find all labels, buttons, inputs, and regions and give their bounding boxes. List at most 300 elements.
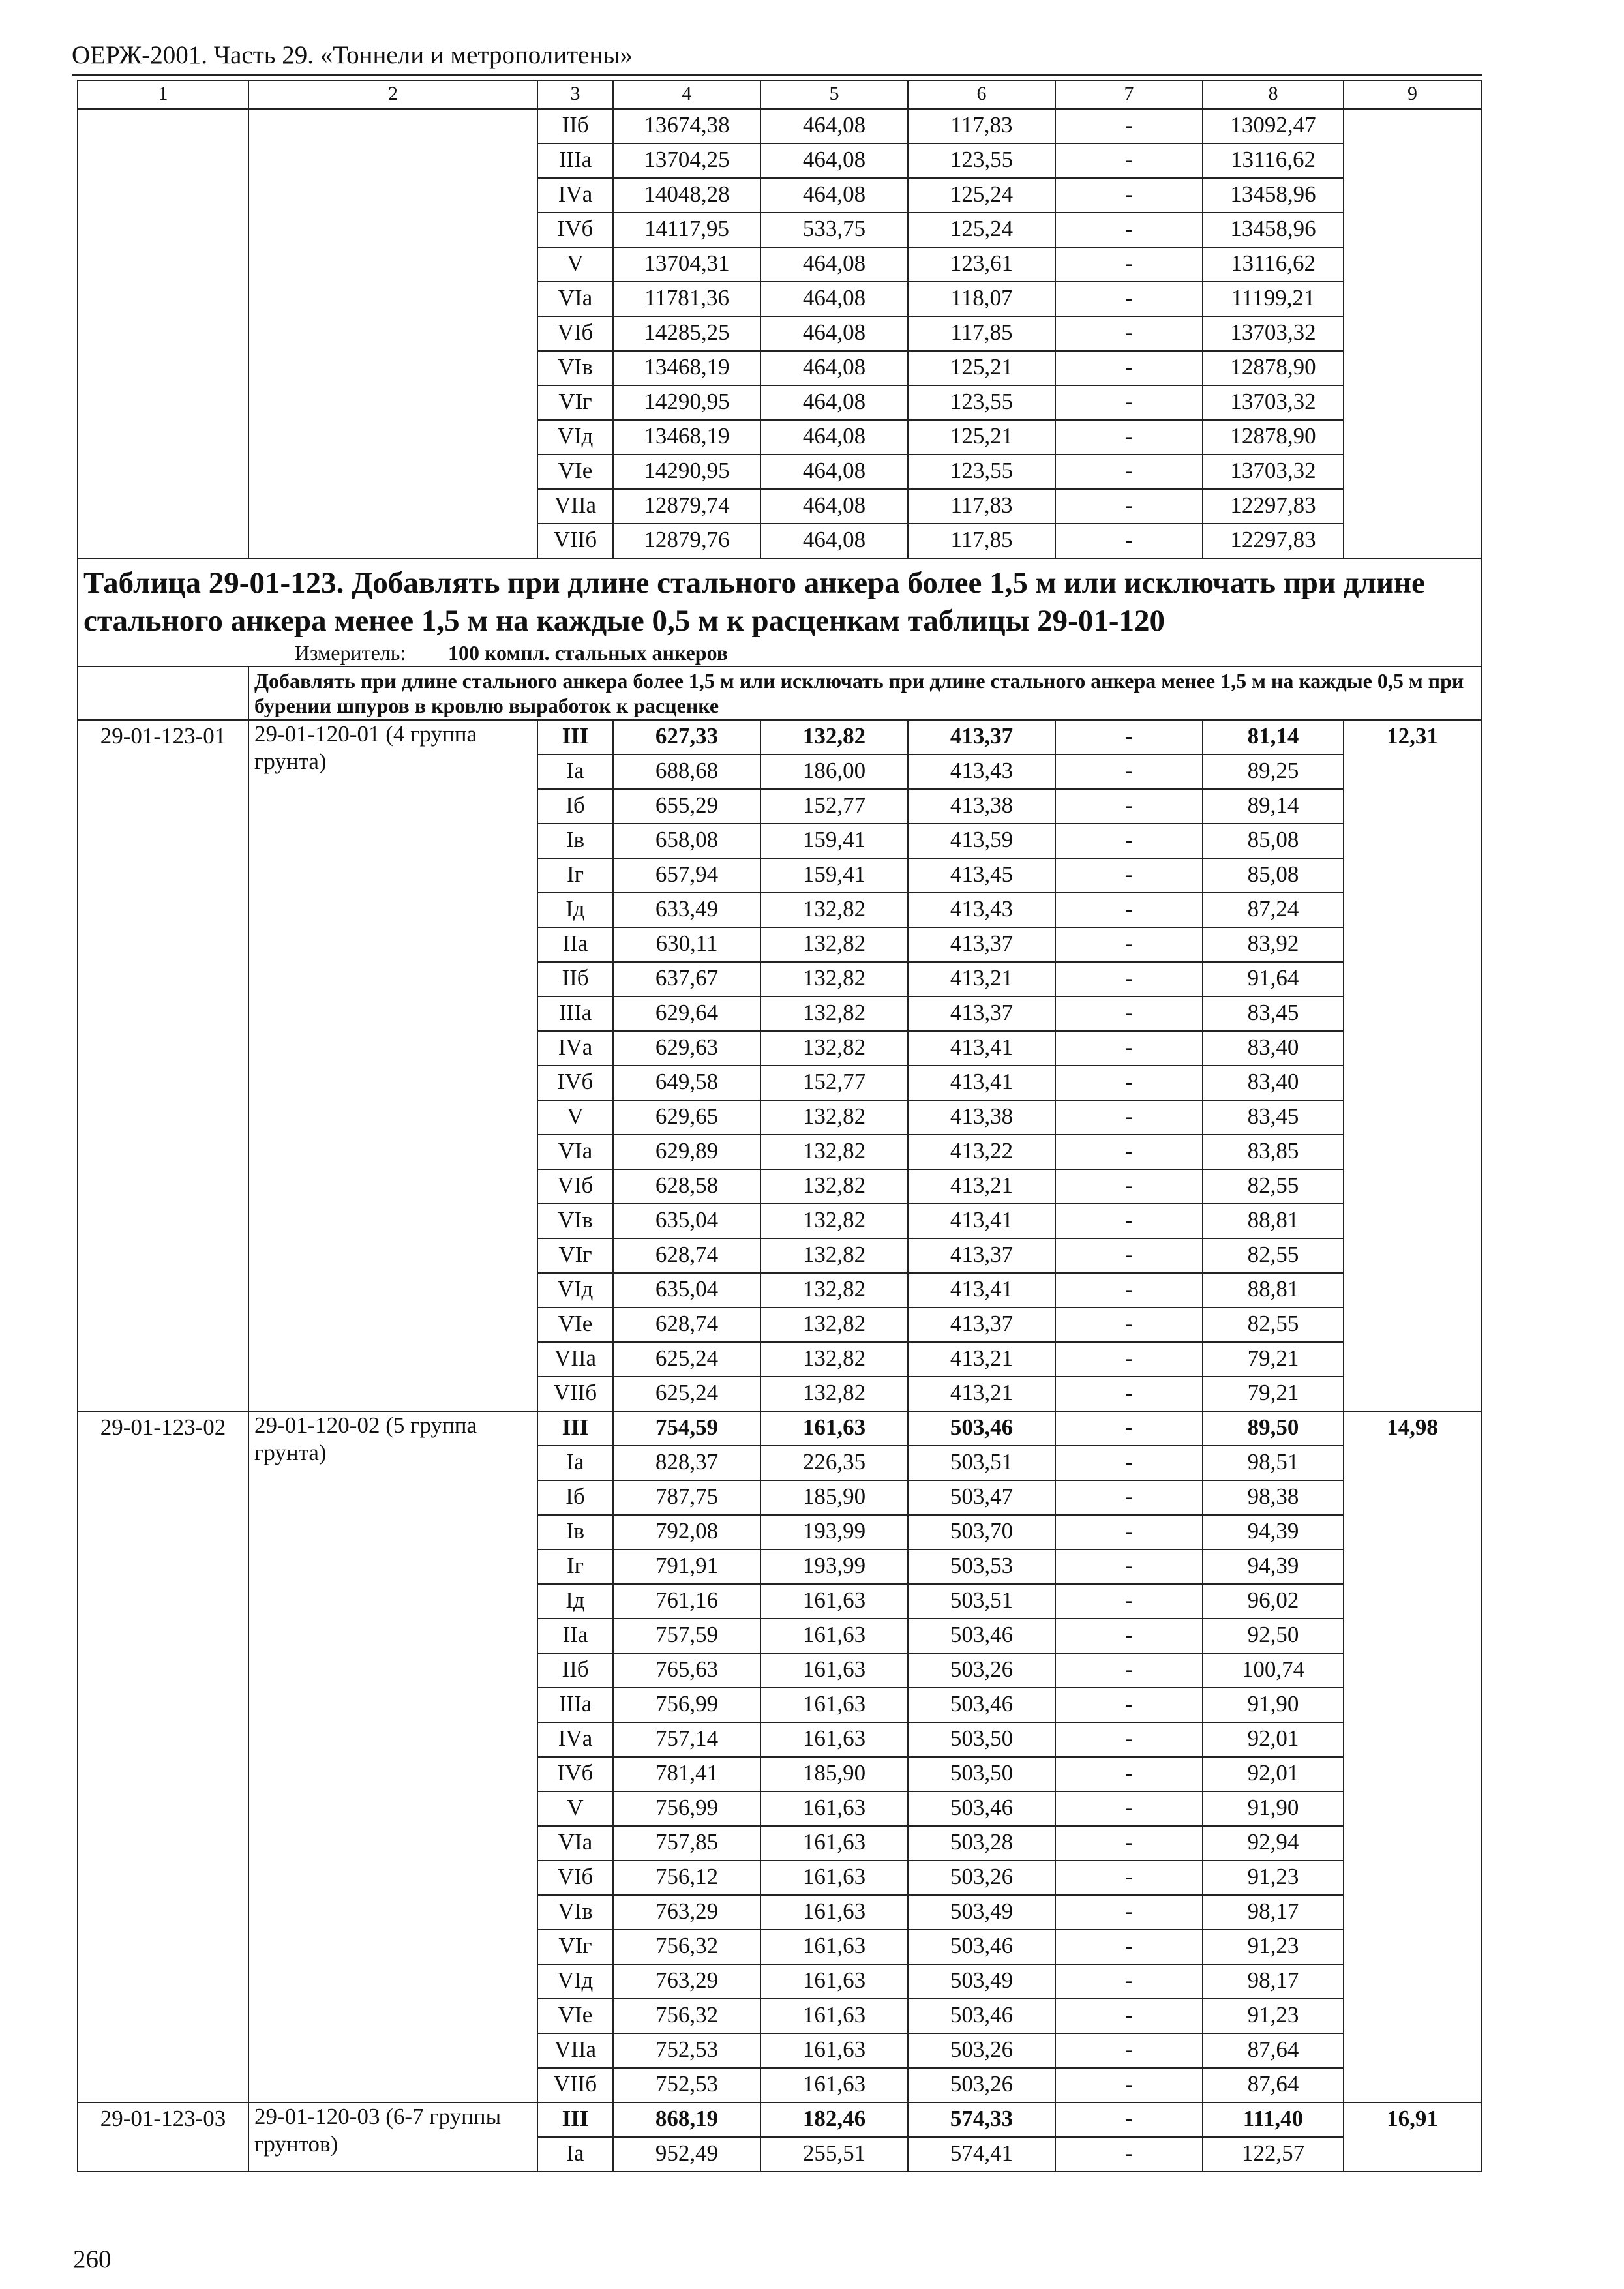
table-cell: 87,24	[1203, 893, 1344, 927]
measure-value: 100 компл. стальных анкеров	[448, 641, 729, 665]
table-cell: 83,85	[1203, 1135, 1344, 1169]
table-cell: 13116,62	[1203, 143, 1344, 178]
table-cell: 413,21	[908, 1169, 1055, 1204]
table-cell: 13674,38	[613, 109, 760, 143]
table-cell: VIб	[537, 1861, 613, 1895]
table-cell: 87,64	[1203, 2068, 1344, 2102]
table-cell: -	[1055, 1653, 1203, 1688]
table-cell: 161,63	[760, 1826, 908, 1861]
table-cell: VIв	[537, 1204, 613, 1238]
table-cell: 503,26	[908, 1861, 1055, 1895]
table-cell: 13703,32	[1203, 316, 1344, 351]
table-cell: 96,02	[1203, 1584, 1344, 1619]
rates-table-body	[78, 80, 1481, 2172]
table-cell: 161,63	[760, 1584, 908, 1619]
column-number: 5	[760, 80, 908, 109]
table-cell: VIIа	[537, 1342, 613, 1377]
table-cell: IVб	[537, 213, 613, 247]
table-cell: VIв	[537, 351, 613, 385]
table-cell: Iд	[537, 893, 613, 927]
table-cell: 503,70	[908, 1515, 1055, 1549]
table-cell: -	[1055, 1722, 1203, 1757]
table-cell: 91,64	[1203, 962, 1344, 996]
table-cell: 503,46	[908, 1791, 1055, 1826]
table-cell: 132,82	[760, 893, 908, 927]
table-cell: -	[1055, 178, 1203, 213]
table-cell: -	[1055, 720, 1203, 755]
reference-rate: 29-01-120-02 (5 группа грунта)	[248, 1411, 537, 2102]
table-cell: 627,33	[613, 720, 760, 755]
table-cell: -	[1055, 1169, 1203, 1204]
column-number: 1	[78, 80, 248, 109]
table-cell: 123,55	[908, 385, 1055, 420]
table-cell: IIб	[537, 962, 613, 996]
table-cell: 413,43	[908, 893, 1055, 927]
table-cell: -	[1055, 996, 1203, 1031]
table-cell: 83,45	[1203, 1100, 1344, 1135]
table-cell: 630,11	[613, 927, 760, 962]
table-cell: 161,63	[760, 1999, 908, 2033]
table-cell: 13468,19	[613, 351, 760, 385]
rate-code: 29-01-123-02	[78, 1411, 248, 2102]
table-cell: 413,37	[908, 1308, 1055, 1342]
table-cell: 629,89	[613, 1135, 760, 1169]
table-cell: VIIа	[537, 489, 613, 524]
table-cell: 756,12	[613, 1861, 760, 1895]
table-cell: 868,19	[613, 2102, 760, 2137]
table-cell: 464,08	[760, 109, 908, 143]
table-cell: V	[537, 1100, 613, 1135]
table-cell: 413,21	[908, 962, 1055, 996]
table-cell: 413,41	[908, 1031, 1055, 1066]
table-cell: -	[1055, 1480, 1203, 1515]
table-cell: IVб	[537, 1066, 613, 1100]
table-cell: -	[1055, 524, 1203, 558]
column-9-value: 14,98	[1344, 1411, 1481, 2102]
table-cell: 464,08	[760, 178, 908, 213]
table-cell: 14117,95	[613, 213, 760, 247]
table-cell: 464,08	[760, 385, 908, 420]
table-cell: 98,17	[1203, 1964, 1344, 1999]
table-cell: VIе	[537, 1308, 613, 1342]
table-cell: 92,01	[1203, 1757, 1344, 1791]
table-cell: 12878,90	[1203, 420, 1344, 455]
table-cell: 161,63	[760, 1653, 908, 1688]
table-cell: 122,57	[1203, 2137, 1344, 2172]
table-cell: -	[1055, 1031, 1203, 1066]
table-cell: 79,21	[1203, 1342, 1344, 1377]
table-cell: 792,08	[613, 1515, 760, 1549]
table-cell: 413,37	[908, 927, 1055, 962]
table-cell: 132,82	[760, 1100, 908, 1135]
table-cell: 89,25	[1203, 755, 1344, 789]
table-cell: IVа	[537, 178, 613, 213]
table-cell: -	[1055, 1895, 1203, 1930]
table-cell: III	[537, 1411, 613, 1446]
table-cell: 161,63	[760, 1791, 908, 1826]
table-cell: Iв	[537, 824, 613, 858]
table-cell: 98,17	[1203, 1895, 1344, 1930]
table-cell: -	[1055, 755, 1203, 789]
table-cell: 83,92	[1203, 927, 1344, 962]
table-cell: 13092,47	[1203, 109, 1344, 143]
empty-cell	[1344, 109, 1481, 558]
table-cell: 94,39	[1203, 1549, 1344, 1584]
table-cell: 13468,19	[613, 420, 760, 455]
table-cell: VIд	[537, 420, 613, 455]
table-cell: IIIа	[537, 1688, 613, 1722]
table-cell: 161,63	[760, 1861, 908, 1895]
measure-row	[78, 640, 1481, 666]
table-cell: 11781,36	[613, 282, 760, 316]
table-cell: 464,08	[760, 455, 908, 489]
table-cell: VIд	[537, 1273, 613, 1308]
table-cell: 132,82	[760, 962, 908, 996]
page-header: ОЕРЖ-2001. Часть 29. «Тоннели и метрополитены»	[72, 41, 633, 69]
table-cell: 12879,74	[613, 489, 760, 524]
table-cell: 464,08	[760, 351, 908, 385]
table-cell: -	[1055, 1342, 1203, 1377]
table-cell: 117,85	[908, 524, 1055, 558]
table-cell: 688,68	[613, 755, 760, 789]
table-cell: 649,58	[613, 1066, 760, 1100]
table-cell: 464,08	[760, 316, 908, 351]
table-cell: 413,21	[908, 1342, 1055, 1377]
table-cell: 533,75	[760, 213, 908, 247]
table-cell: VIд	[537, 1964, 613, 1999]
column-9-value: 12,31	[1344, 720, 1481, 1411]
table-cell: VIб	[537, 316, 613, 351]
table-cell: 413,37	[908, 1238, 1055, 1273]
table-cell: -	[1055, 455, 1203, 489]
table-cell: -	[1055, 1204, 1203, 1238]
reference-rate: 29-01-120-03 (6-7 группы грунтов)	[248, 2102, 537, 2172]
table-cell: 255,51	[760, 2137, 908, 2172]
table-cell: 503,26	[908, 2068, 1055, 2102]
table-cell: 89,14	[1203, 789, 1344, 824]
table-cell: -	[1055, 858, 1203, 893]
table-cell: 503,26	[908, 2033, 1055, 2068]
description-row	[78, 666, 1481, 720]
table-cell: -	[1055, 1377, 1203, 1411]
reference-rate: 29-01-120-01 (4 группа грунта)	[248, 720, 537, 1411]
table-cell: 100,74	[1203, 1653, 1344, 1688]
column-number: 8	[1203, 80, 1344, 109]
table-cell: 92,01	[1203, 1722, 1344, 1757]
table-cell: -	[1055, 1066, 1203, 1100]
table-cell: 91,90	[1203, 1688, 1344, 1722]
table-cell: -	[1055, 1619, 1203, 1653]
table-cell: 13458,96	[1203, 213, 1344, 247]
table-cell: Iв	[537, 1515, 613, 1549]
table-cell: 83,40	[1203, 1031, 1344, 1066]
table-cell: -	[1055, 213, 1203, 247]
table-cell: VIг	[537, 1238, 613, 1273]
table-cell: 132,82	[760, 720, 908, 755]
table-cell: 117,83	[908, 489, 1055, 524]
table-cell: 763,29	[613, 1895, 760, 1930]
table-cell: 413,43	[908, 755, 1055, 789]
table-cell: 757,14	[613, 1722, 760, 1757]
table-cell: 85,08	[1203, 824, 1344, 858]
table-cell: 125,24	[908, 213, 1055, 247]
table-cell: 92,50	[1203, 1619, 1344, 1653]
table-cell: 132,82	[760, 1169, 908, 1204]
table-cell: Iа	[537, 2137, 613, 2172]
table-cell: -	[1055, 2102, 1203, 2137]
table-cell: 752,53	[613, 2068, 760, 2102]
table-cell: Iб	[537, 789, 613, 824]
table-cell: Iг	[537, 1549, 613, 1584]
table-cell: 503,51	[908, 1584, 1055, 1619]
table-cell: 161,63	[760, 1722, 908, 1757]
table-row	[78, 2102, 1481, 2137]
table-cell: 574,41	[908, 2137, 1055, 2172]
column-number: 7	[1055, 80, 1203, 109]
table-cell: -	[1055, 1999, 1203, 2033]
empty-cell	[248, 109, 537, 558]
table-cell: -	[1055, 1308, 1203, 1342]
table-cell: 14285,25	[613, 316, 760, 351]
table-cell: IIа	[537, 927, 613, 962]
table-title: Таблица 29-01-123. Добавлять при длине стального анкера более 1,5 м или исключать при длине стального анкера менее 1,5 м на каждые 0,5 м к расценкам таблицы 29-01-120	[78, 558, 1481, 640]
table-cell: 132,82	[760, 1273, 908, 1308]
table-cell: IIIа	[537, 143, 613, 178]
table-cell: 132,82	[760, 1204, 908, 1238]
table-cell: 11199,21	[1203, 282, 1344, 316]
table-cell: -	[1055, 385, 1203, 420]
table-cell: VIа	[537, 1826, 613, 1861]
table-cell: 14290,95	[613, 455, 760, 489]
table-cell: VIб	[537, 1169, 613, 1204]
table-cell: 413,38	[908, 789, 1055, 824]
table-cell: 503,51	[908, 1446, 1055, 1480]
column-number: 9	[1344, 80, 1481, 109]
table-cell: VIа	[537, 1135, 613, 1169]
table-cell: VIа	[537, 282, 613, 316]
table-cell: -	[1055, 789, 1203, 824]
table-cell: -	[1055, 824, 1203, 858]
table-cell: 132,82	[760, 1377, 908, 1411]
table-cell: 413,37	[908, 996, 1055, 1031]
table-cell: 628,58	[613, 1169, 760, 1204]
table-cell: 12297,83	[1203, 489, 1344, 524]
table-cell: IIб	[537, 109, 613, 143]
table-cell: -	[1055, 1826, 1203, 1861]
table-cell: 161,63	[760, 1964, 908, 1999]
table-cell: 791,91	[613, 1549, 760, 1584]
table-cell: 92,94	[1203, 1826, 1344, 1861]
table-cell: -	[1055, 316, 1203, 351]
table-cell: 625,24	[613, 1342, 760, 1377]
table-cell: 413,38	[908, 1100, 1055, 1135]
table-cell: 193,99	[760, 1515, 908, 1549]
table-title-row	[78, 558, 1481, 640]
table-cell: III	[537, 2102, 613, 2137]
table-cell: -	[1055, 1135, 1203, 1169]
table-cell: 81,14	[1203, 720, 1344, 755]
table-cell: 503,49	[908, 1895, 1055, 1930]
table-cell: 628,74	[613, 1238, 760, 1273]
table-cell: -	[1055, 247, 1203, 282]
table-cell: 94,39	[1203, 1515, 1344, 1549]
rates-table	[77, 80, 1482, 2172]
table-cell: 464,08	[760, 524, 908, 558]
table-cell: -	[1055, 1549, 1203, 1584]
table-cell: 132,82	[760, 927, 908, 962]
table-cell: -	[1055, 1411, 1203, 1446]
table-cell: 629,65	[613, 1100, 760, 1135]
table-cell: 186,00	[760, 755, 908, 789]
table-cell: -	[1055, 1757, 1203, 1791]
table-cell: VIIа	[537, 2033, 613, 2068]
table-cell: 464,08	[760, 282, 908, 316]
table-cell: 503,46	[908, 1688, 1055, 1722]
table-cell: 89,50	[1203, 1411, 1344, 1446]
table-cell: 503,50	[908, 1722, 1055, 1757]
table-cell: 159,41	[760, 858, 908, 893]
table-cell: 629,64	[613, 996, 760, 1031]
table-cell: VIIб	[537, 2068, 613, 2102]
table-cell: -	[1055, 1273, 1203, 1308]
table-cell: -	[1055, 1930, 1203, 1964]
table-cell: 658,08	[613, 824, 760, 858]
table-cell: IIIа	[537, 996, 613, 1031]
table-cell: 132,82	[760, 1308, 908, 1342]
table-cell: VIв	[537, 1895, 613, 1930]
table-cell: 756,32	[613, 1999, 760, 2033]
table-cell: 91,23	[1203, 1930, 1344, 1964]
table-cell: 757,59	[613, 1619, 760, 1653]
table-cell: IIб	[537, 1653, 613, 1688]
table-cell: 152,77	[760, 1066, 908, 1100]
table-cell: 83,40	[1203, 1066, 1344, 1100]
table-cell: 159,41	[760, 824, 908, 858]
table-cell: Iа	[537, 1446, 613, 1480]
table-cell: 635,04	[613, 1204, 760, 1238]
table-cell: -	[1055, 893, 1203, 927]
table-cell: 85,08	[1203, 858, 1344, 893]
table-cell: V	[537, 1791, 613, 1826]
table-cell: 828,37	[613, 1446, 760, 1480]
table-cell: 13703,32	[1203, 455, 1344, 489]
table-cell: -	[1055, 143, 1203, 178]
table-cell: 629,63	[613, 1031, 760, 1066]
table-cell: 91,90	[1203, 1791, 1344, 1826]
table-cell: 117,83	[908, 109, 1055, 143]
table-cell: 413,41	[908, 1066, 1055, 1100]
measure-cell	[78, 640, 1481, 666]
table-cell: 13458,96	[1203, 178, 1344, 213]
rate-code: 29-01-123-03	[78, 2102, 248, 2172]
table-cell: 82,55	[1203, 1308, 1344, 1342]
table-cell: 503,46	[908, 1411, 1055, 1446]
page-number: 260	[73, 2245, 112, 2273]
table-cell: 13704,31	[613, 247, 760, 282]
table-cell: 98,38	[1203, 1480, 1344, 1515]
table-cell: VIг	[537, 385, 613, 420]
table-cell: 185,90	[760, 1480, 908, 1515]
table-cell: -	[1055, 1861, 1203, 1895]
table-cell: 503,26	[908, 1653, 1055, 1688]
header-rule	[72, 74, 1482, 76]
table-cell: 98,51	[1203, 1446, 1344, 1480]
table-cell: 413,41	[908, 1273, 1055, 1308]
table-row	[78, 1411, 1481, 1446]
table-cell: VIе	[537, 455, 613, 489]
table-cell: -	[1055, 1515, 1203, 1549]
table-cell: 464,08	[760, 420, 908, 455]
table-cell: 503,28	[908, 1826, 1055, 1861]
table-cell: -	[1055, 2033, 1203, 2068]
table-cell: -	[1055, 109, 1203, 143]
table-cell: 79,21	[1203, 1377, 1344, 1411]
column-number-row	[78, 80, 1481, 109]
table-cell: 637,67	[613, 962, 760, 996]
table-cell: VIIб	[537, 524, 613, 558]
table-cell: 628,74	[613, 1308, 760, 1342]
table-cell: 161,63	[760, 1688, 908, 1722]
table-cell: 13116,62	[1203, 247, 1344, 282]
table-cell: 132,82	[760, 1031, 908, 1066]
table-cell: -	[1055, 351, 1203, 385]
table-cell: -	[1055, 2137, 1203, 2172]
table-cell: 952,49	[613, 2137, 760, 2172]
table-cell: 161,63	[760, 2068, 908, 2102]
table-cell: -	[1055, 1100, 1203, 1135]
table-cell: -	[1055, 1446, 1203, 1480]
table-cell: -	[1055, 1238, 1203, 1273]
table-cell: 82,55	[1203, 1169, 1344, 1204]
table-cell: 756,32	[613, 1930, 760, 1964]
table-cell: 132,82	[760, 1238, 908, 1273]
table-cell: 752,53	[613, 2033, 760, 2068]
table-cell: IVб	[537, 1757, 613, 1791]
table-cell: 464,08	[760, 489, 908, 524]
empty-cell	[78, 109, 248, 558]
table-cell: 464,08	[760, 247, 908, 282]
table-cell: 152,77	[760, 789, 908, 824]
table-cell: -	[1055, 962, 1203, 996]
table-cell: VIIб	[537, 1377, 613, 1411]
table-cell: 503,50	[908, 1757, 1055, 1791]
table-cell: 161,63	[760, 1411, 908, 1446]
column-number: 4	[613, 80, 760, 109]
table-cell: 657,94	[613, 858, 760, 893]
table-cell: -	[1055, 927, 1203, 962]
description: Добавлять при длине стального анкера более 1,5 м или исключать при длине стального анкера менее 1,5 м на каждые 0,5 м при бурении шпуров в кровлю выработок к расценке	[248, 666, 1481, 720]
table-cell: -	[1055, 1964, 1203, 1999]
column-number: 6	[908, 80, 1055, 109]
table-cell: 464,08	[760, 143, 908, 178]
table-row	[78, 720, 1481, 755]
table-cell: 132,82	[760, 1342, 908, 1377]
table-cell: 12878,90	[1203, 351, 1344, 385]
table-cell: 91,23	[1203, 1999, 1344, 2033]
table-cell: 413,59	[908, 824, 1055, 858]
column-number: 2	[248, 80, 537, 109]
table-cell: 193,99	[760, 1549, 908, 1584]
table-cell: 413,21	[908, 1377, 1055, 1411]
table-cell: 117,85	[908, 316, 1055, 351]
table-cell: 13704,25	[613, 143, 760, 178]
table-cell: 123,55	[908, 143, 1055, 178]
table-cell: 161,63	[760, 1895, 908, 1930]
table-cell: -	[1055, 1688, 1203, 1722]
table-cell: Iа	[537, 755, 613, 789]
table-cell: 226,35	[760, 1446, 908, 1480]
table-cell: -	[1055, 1791, 1203, 1826]
